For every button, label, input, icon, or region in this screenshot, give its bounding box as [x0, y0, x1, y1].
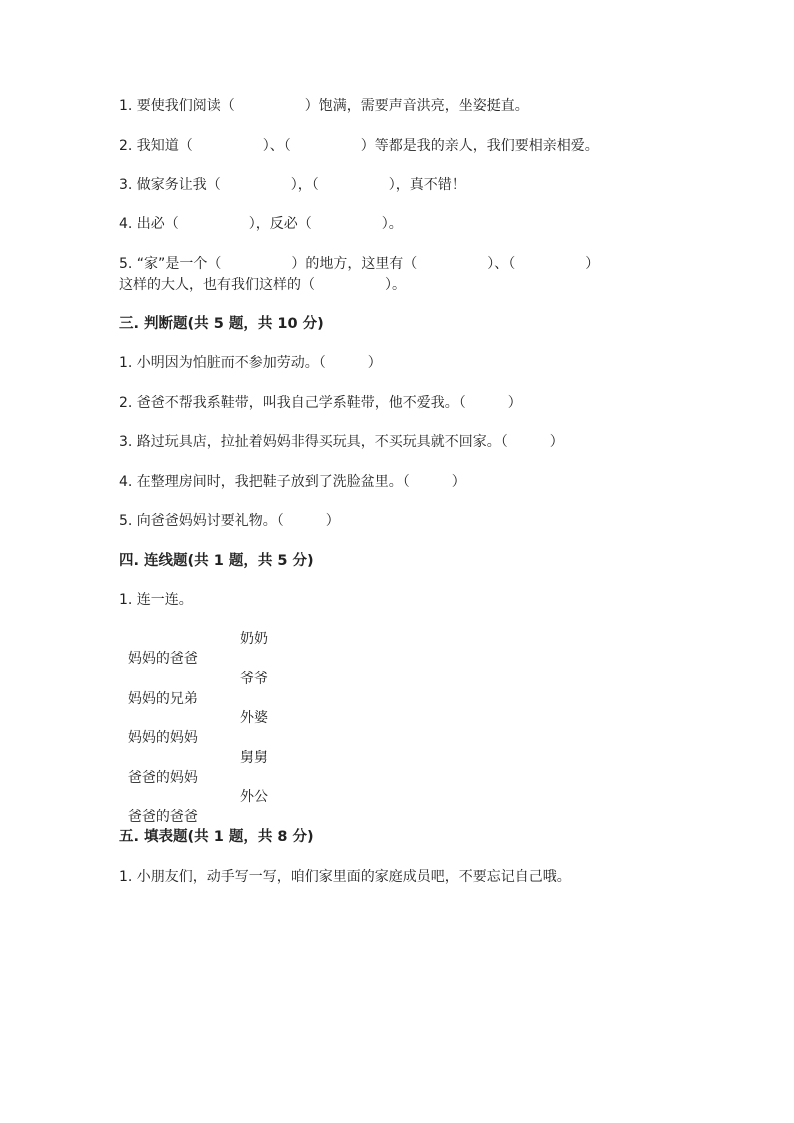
fill-blank-item-2: 2. 我知道（ ）、（ ）等都是我的亲人，我们要相亲相爱。 [119, 138, 599, 154]
fill-table-question: 1. 小朋友们，动手写一写，咱们家里面的家庭成员吧，不要忘记自己哦。 [119, 869, 571, 885]
matching-left-item: 爸爸的爸爸 [127, 809, 198, 825]
matching-right-item: 奶奶 [240, 631, 268, 647]
section-heading-matching: 四. 连线题(共 1 题，共 5 分) [119, 553, 314, 569]
fill-blank-item-4: 4. 出必（ ），反必（ ）。 [119, 216, 403, 232]
judgement-item-2: 2. 爸爸不帮我系鞋带，叫我自己学系鞋带，他不爱我。（ ） [119, 395, 522, 411]
fill-blank-item-5-continued: 这样的大人，也有我们这样的（ ）。 [119, 277, 406, 293]
matching-left-item: 妈妈的妈妈 [127, 730, 198, 746]
fill-blank-item-3: 3. 做家务让我（ ），（ ），真不错！ [119, 177, 466, 193]
fill-blank-item-5: 5. “家”是一个（ ）的地方，这里有（ ）、（ ） [119, 256, 600, 272]
matching-right-item: 外婆 [240, 710, 268, 726]
matching-left-item: 妈妈的兄弟 [127, 691, 198, 707]
matching-right-item: 舅舅 [240, 750, 268, 766]
fill-blank-item-1: 1. 要使我们阅读（ ）饱满，需要声音洪亮，坐姿挺直。 [119, 98, 529, 114]
judgement-item-5: 5. 向爸爸妈妈讨要礼物。（ ） [119, 513, 340, 529]
judgement-item-3: 3. 路过玩具店，拉扯着妈妈非得买玩具，不买玩具就不回家。（ ） [119, 434, 564, 450]
section-heading-fill-table: 五. 填表题(共 1 题，共 8 分) [119, 829, 314, 845]
matching-right-item: 外公 [240, 789, 268, 805]
judgement-item-4: 4. 在整理房间时，我把鞋子放到了洗脸盆里。（ ） [119, 474, 466, 490]
matching-left-item: 妈妈的爸爸 [127, 651, 198, 667]
matching-right-item: 爷爷 [240, 671, 268, 687]
judgement-item-1: 1. 小明因为怕脏而不参加劳动。（ ） [119, 355, 382, 371]
matching-left-item: 爸爸的妈妈 [127, 770, 198, 786]
section-heading-judgement: 三. 判断题(共 5 题，共 10 分) [119, 316, 324, 332]
matching-question: 1. 连一连。 [119, 592, 193, 608]
